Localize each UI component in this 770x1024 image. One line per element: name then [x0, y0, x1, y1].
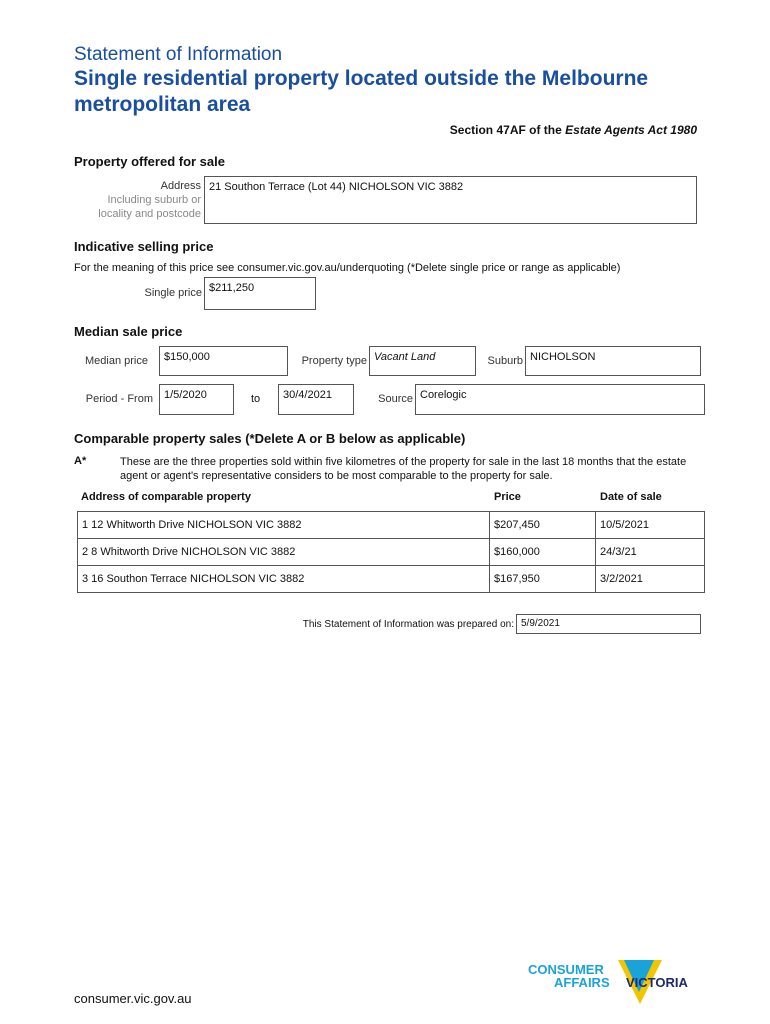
- row-date[interactable]: 10/5/2021: [596, 512, 705, 539]
- row-price[interactable]: $207,450: [490, 512, 596, 539]
- table-row: [78, 539, 705, 566]
- indicative-note: For the meaning of this price see consumer.vic.gov.au/underquoting (*Delete single price or range as applicable): [74, 262, 621, 274]
- single-price-label: Single price: [144, 287, 202, 299]
- footer-url[interactable]: consumer.vic.gov.au: [74, 991, 192, 1006]
- col-price-header: Price: [494, 491, 521, 503]
- comparable-description: These are the three properties sold within five kilometres of the property for sale in the last 18 months that the estate agent or agent's representative considers to be most comparable to the property for sale.: [120, 456, 687, 482]
- property-heading: Property offered for sale: [74, 154, 225, 169]
- median-price-field[interactable]: $150,000: [159, 346, 288, 376]
- indicative-heading: Indicative selling price: [74, 239, 214, 254]
- comparable-heading: Comparable property sales (*Delete A or B below as applicable): [74, 431, 466, 446]
- row-price[interactable]: $167,950: [490, 566, 596, 593]
- single-price-field[interactable]: $211,250: [204, 277, 316, 310]
- address-label-hint-1: Including suburb or: [107, 194, 201, 206]
- logo-text-victoria: VICTORIA: [626, 975, 688, 990]
- row-date[interactable]: 3/2/2021: [596, 566, 705, 593]
- prepared-label: This Statement of Information was prepared on:: [302, 619, 514, 630]
- row-address[interactable]: 1 12 Whitworth Drive NICHOLSON VIC 3882: [78, 512, 490, 539]
- address-label-hint-2: locality and postcode: [98, 208, 201, 220]
- to-label: to: [251, 393, 261, 405]
- prepared-date-field[interactable]: 5/9/2021: [516, 614, 701, 634]
- address-field[interactable]: 21 Southon Terrace (Lot 44) NICHOLSON VIC 3882: [204, 176, 697, 224]
- logo-text-affairs: AFFAIRS: [554, 975, 610, 990]
- row-address[interactable]: 2 8 Whitworth Drive NICHOLSON VIC 3882: [78, 539, 490, 566]
- option-marker: A*: [74, 455, 87, 467]
- row-address[interactable]: 3 16 Southon Terrace NICHOLSON VIC 3882: [78, 566, 490, 593]
- address-label: [74, 179, 201, 221]
- period-to-field[interactable]: 30/4/2021: [278, 384, 354, 415]
- table-row: [78, 566, 705, 593]
- row-date[interactable]: 24/3/21: [596, 539, 705, 566]
- section-prefix: Section 47AF of the: [449, 123, 566, 137]
- comparable-table: [77, 511, 705, 593]
- col-date-header: Date of sale: [600, 491, 662, 503]
- consumer-affairs-victoria-logo: [528, 958, 704, 1008]
- act-name: Estate Agents Act 1980: [565, 123, 697, 137]
- period-from-field[interactable]: 1/5/2020: [159, 384, 234, 415]
- median-heading: Median sale price: [74, 324, 183, 339]
- suburb-label: Suburb: [487, 355, 523, 367]
- address-label-main: Address: [160, 180, 201, 192]
- row-price[interactable]: $160,000: [490, 539, 596, 566]
- document-subtitle: Statement of Information: [74, 44, 283, 65]
- source-label: Source: [378, 393, 413, 405]
- source-field[interactable]: Corelogic: [415, 384, 705, 415]
- property-type-field[interactable]: Vacant Land: [369, 346, 476, 376]
- logo-text-consumer: CONSUMER: [528, 962, 604, 977]
- median-price-label: Median price: [85, 355, 148, 367]
- table-row: [78, 512, 705, 539]
- col-address-header: Address of comparable property: [81, 491, 251, 503]
- section-reference: [450, 123, 697, 137]
- document-title: Single residential property located outside the Melbourne metropolitan area: [74, 67, 649, 116]
- logo-graphic: [528, 958, 704, 1008]
- suburb-field[interactable]: NICHOLSON: [525, 346, 701, 376]
- property-type-label: Property type: [301, 355, 367, 367]
- period-from-label: Period - From: [85, 393, 153, 405]
